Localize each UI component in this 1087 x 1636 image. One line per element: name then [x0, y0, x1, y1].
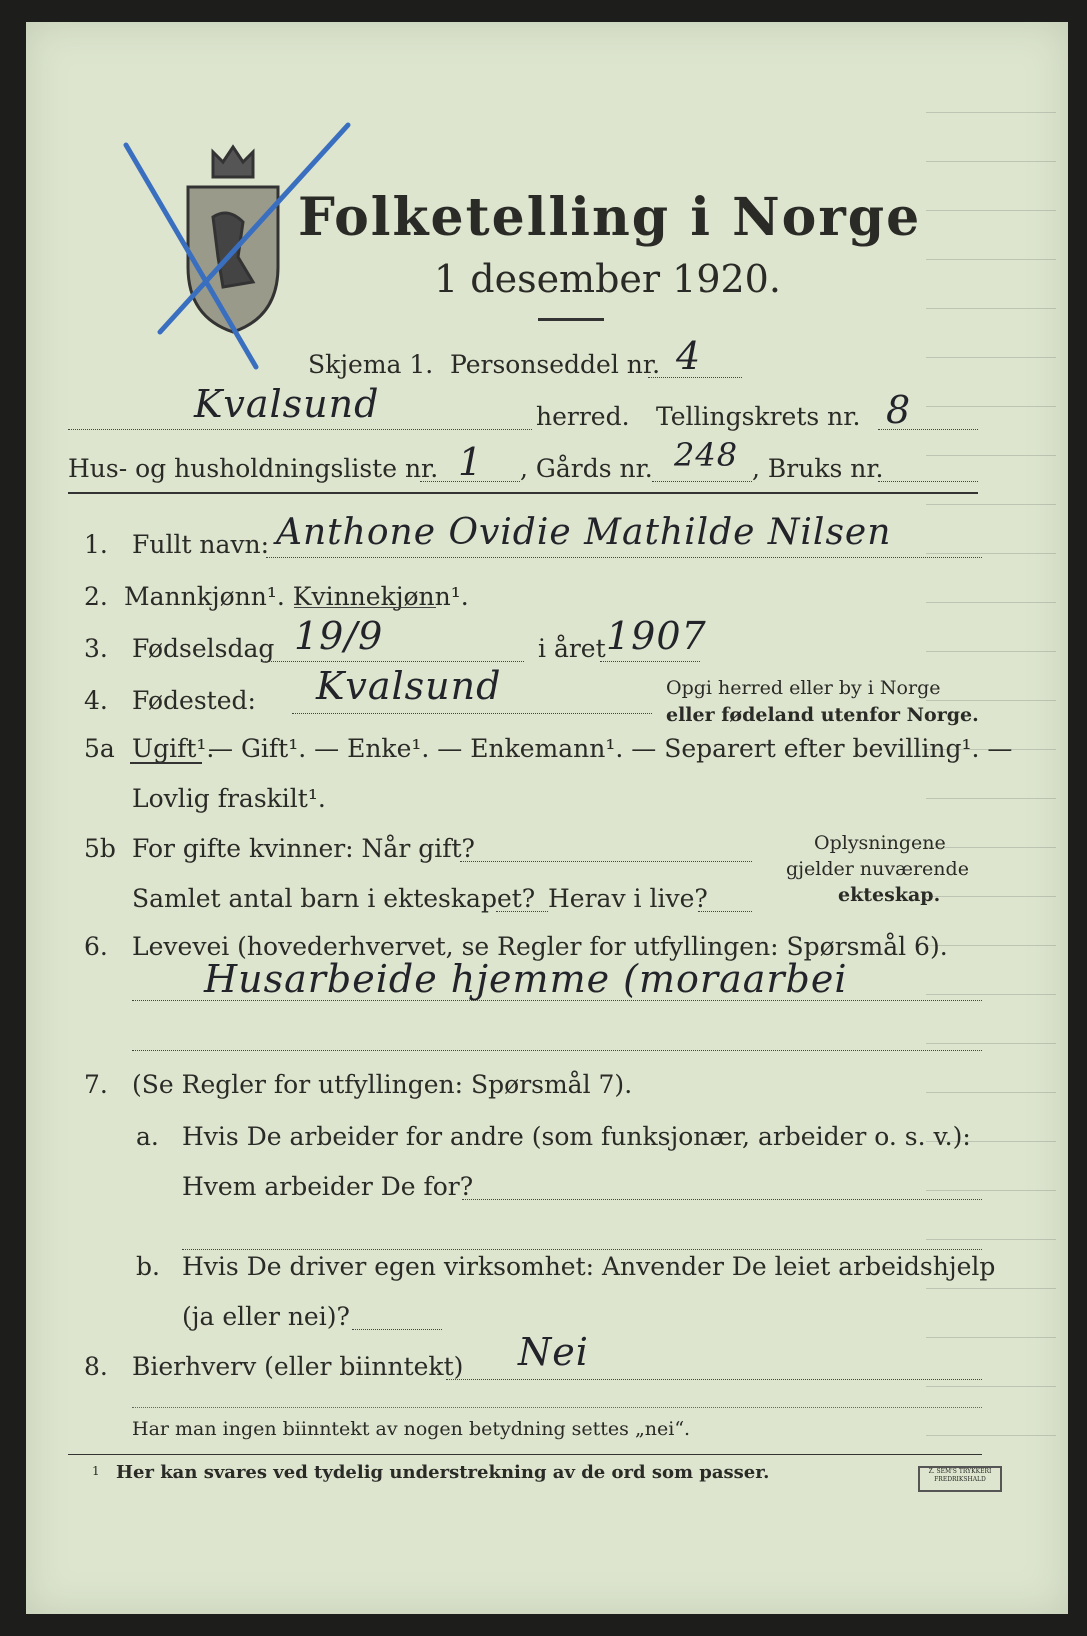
q1-line	[266, 557, 982, 558]
q3-year-line	[600, 661, 700, 662]
q5b-label-3: Herav i live?	[548, 884, 708, 913]
tellingskrets-label: Tellingskrets nr.	[656, 402, 861, 431]
q5b-label-1: For gifte kvinner: Når gift?	[132, 834, 475, 863]
q5b-label-2: Samlet antal barn i ekteskapet?	[132, 884, 536, 913]
q7a-label: Hvis De arbeider for andre (som funksjonær, arbeider o. s. v.):	[182, 1122, 971, 1151]
gards-value: 248	[674, 436, 739, 474]
bleed-through-lines	[926, 112, 1056, 1512]
footnote-divider	[68, 1454, 982, 1455]
bruks-label: , Bruks nr.	[752, 454, 884, 483]
q4-note-2: eller fødeland utenfor Norge.	[666, 704, 979, 726]
census-date: 1 desember 1920.	[434, 257, 781, 301]
q7b-line	[352, 1329, 442, 1330]
year-label: i året	[538, 634, 606, 663]
q5b-number: 5b	[84, 834, 116, 863]
schema-label: Skjema 1.	[308, 350, 434, 379]
q4-number: 4.	[84, 686, 108, 715]
q3-day-line	[262, 661, 524, 662]
herred-label: herred.	[536, 402, 630, 431]
birthplace-value: Kvalsund	[316, 664, 502, 708]
side-income-value: Nei	[518, 1330, 589, 1374]
personseddel-value: 4	[676, 334, 702, 378]
q8-label: Bierhverv (eller biinntekt)	[132, 1352, 464, 1381]
gards-line	[652, 481, 752, 482]
bruks-line	[878, 481, 978, 482]
form-title: Folketelling i Norge	[298, 187, 922, 248]
q4-note-1: Opgi herred eller by i Norge	[666, 677, 941, 699]
herred-value: Kvalsund	[194, 382, 380, 426]
footnote-number: 1	[92, 1464, 100, 1478]
footnote-text: Her kan svares ved tydelig understrekning av de ord som passer.	[116, 1462, 770, 1483]
q5b-note-1: Oplysningene	[814, 832, 946, 854]
q5b-married-line	[460, 861, 752, 862]
hus-label: Hus- og husholdningsliste nr.	[68, 454, 439, 483]
q7b-number: b.	[136, 1252, 160, 1281]
printer-stamp	[918, 1466, 1002, 1492]
q7b-label-2: (ja eller nei)?	[182, 1302, 350, 1331]
gards-label: , Gårds nr.	[520, 454, 653, 483]
printer-stamp-text: Z. SEM'S TRYKKERI FREDRIKSHALD	[928, 1468, 992, 1483]
kvinnekjonn-underline	[294, 607, 436, 608]
q3-label: Fødselsdag	[132, 634, 275, 663]
q5b-children-line	[496, 911, 548, 912]
civil-status-options: — Gift¹. — Enke¹. — Enkemann¹. — Separert efter bevilling¹. —	[208, 734, 1013, 763]
q7-number: 7.	[84, 1070, 108, 1099]
q5a-number: 5a	[84, 734, 115, 763]
q6-number: 6.	[84, 932, 108, 961]
birth-day-value: 19/9	[294, 614, 384, 658]
q8-line	[446, 1379, 982, 1380]
ugift-underline	[130, 762, 202, 764]
q8-number: 8.	[84, 1352, 108, 1381]
q7a-line-2	[182, 1249, 982, 1250]
personseddel-label: Personseddel nr.	[450, 350, 661, 379]
census-form-page	[26, 22, 1068, 1614]
biinntekt-note: Har man ingen biinntekt av nogen betydning settes „nei“.	[132, 1418, 691, 1440]
q4-label: Fødested:	[132, 686, 256, 715]
q7b-label: Hvis De driver egen virksomhet: Anvender De leiet arbeidshjelp	[182, 1252, 996, 1281]
q5b-note-3: ekteskap.	[838, 884, 941, 906]
q7a-line-1	[462, 1199, 982, 1200]
ugift-option: Ugift¹.	[132, 734, 215, 763]
herred-line	[68, 429, 532, 430]
q7-label: (Se Regler for utfyllingen: Spørsmål 7).	[132, 1070, 633, 1099]
q2-label: Mannkjønn¹. Kvinnekjønn¹.	[124, 582, 469, 611]
q1-number: 1.	[84, 530, 108, 559]
birth-year-value: 1907	[606, 614, 707, 658]
header-divider	[68, 492, 978, 494]
q1-label: Fullt navn:	[132, 530, 270, 559]
q3-number: 3.	[84, 634, 108, 663]
q8-divider	[132, 1407, 982, 1408]
q4-line	[292, 713, 652, 714]
q2-number: 2.	[84, 582, 108, 611]
hus-value: 1	[458, 440, 484, 484]
q7a-label-2: Hvem arbeider De for?	[182, 1172, 474, 1201]
lovlig-fraskilt-option: Lovlig fraskilt¹.	[132, 784, 326, 813]
q6-line-2	[132, 1050, 982, 1051]
title-divider	[538, 318, 604, 321]
tellingskrets-value: 8	[886, 388, 912, 432]
q7a-number: a.	[136, 1122, 159, 1151]
q5b-alive-line	[698, 911, 752, 912]
q5b-note-2: gjelder nuværende	[786, 858, 969, 880]
q6-label: Levevei (hovederhvervet, se Regler for utfyllingen: Spørsmål 6).	[132, 932, 948, 961]
full-name-value: Anthone Ovidie Mathilde Nilsen	[276, 512, 892, 553]
occupation-value: Husarbeide hjemme (moraarbei	[204, 957, 848, 1001]
